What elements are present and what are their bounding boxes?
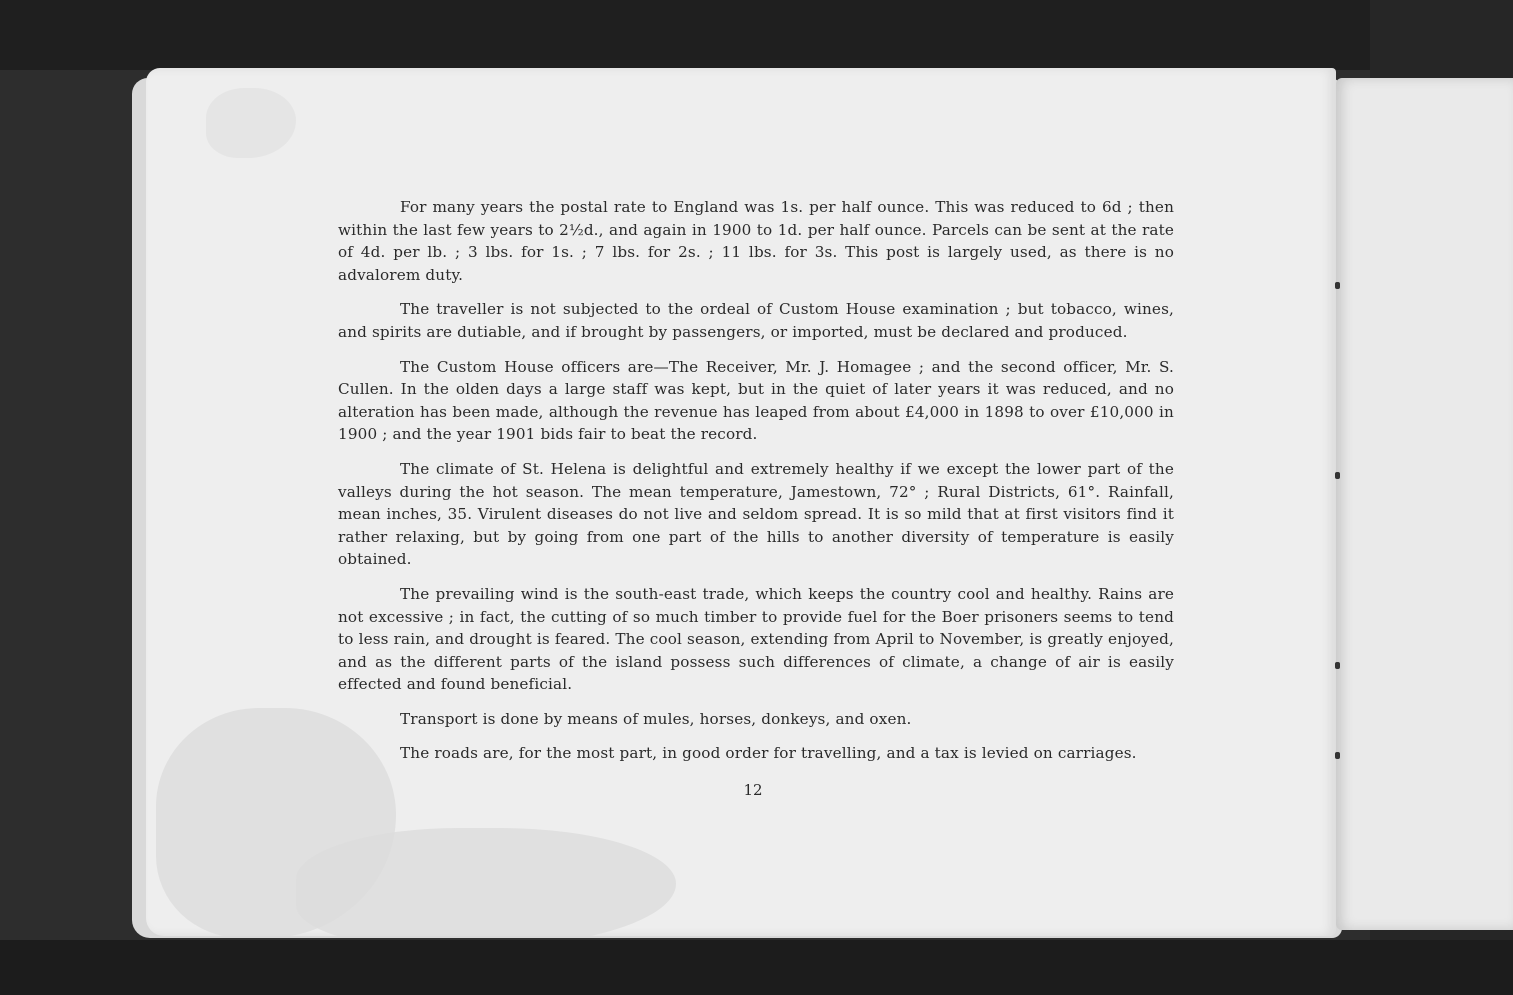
binding-stitch (1335, 472, 1340, 479)
paragraph-roads: The roads are, for the most part, in good order for travelling, and a tax is levied on carriages. (400, 744, 1137, 763)
paragraph-transport: Transport is done by means of mules, horses, donkeys, and oxen. (400, 709, 912, 728)
page-text (338, 196, 1174, 777)
binding-stitch (1335, 752, 1340, 759)
water-stain (206, 88, 296, 158)
paragraph-customs-exam: The traveller is not subjected to the ordeal of Custom House examination ; but tobacco, wines, and spirits are dutiable, and if brought by passengers, or imported, must be declared and produced. (338, 300, 1174, 341)
binding-stitch (1335, 282, 1340, 289)
binding-stitch (1335, 662, 1340, 669)
water-stain (296, 828, 676, 936)
paragraph-postal-rates: For many years the postal rate to England was 1s. per half ounce. This was reduced to 6d ; then within the last few years to 2½d., and again in 1900 to 1d. per half ounce. Parcels can be sent at the rate of 4d. per lb. ; 3 lbs. for 1s. ; 7 lbs. for 2s. ; 11 lbs. for 3s. This post is largely used, as there is no advalorem duty. (338, 198, 1174, 284)
right-page (1336, 78, 1513, 930)
paragraph-climate: The climate of St. Helena is delightful and extremely healthy if we except the lower part of the valleys during the hot season. The mean temperature, Jamestown, 72° ; Rural Districts, 61°. Rainfall, mean inches, 35. Virulent diseases do not live and seldom spread. It is so mild that at first visitors find it rather relaxing, but by going from one part of the hills to another diversity of temperature is easily obtained. (338, 459, 1174, 569)
paragraph-customs-officers: The Custom House officers are—The Receiver, Mr. J. Homagee ; and the second officer, Mr. S. Cullen. In the olden days a large staff was kept, but in the quiet of later years it was reduced, and no alteration has been made, although the revenue has leaped from about £4,000 in 1898 to over £10,000 in 1900 ; and the year 1901 bids fair to beat the record. (338, 357, 1174, 444)
paragraph-wind: The prevailing wind is the south-east trade, which keeps the country cool and healthy. Rains are not excessive ; in fact, the cutting of so much timber to provide fuel for the Boer prisoners seems to tend to less rain, and drought is feared. The cool season, extending from April to November, is greatly enjoyed, and as the different parts of the island possess such differences of climate, a change of air is easily effected and found beneficial. (338, 584, 1174, 694)
page-number: 12 (743, 781, 763, 799)
book-cover-bottom (0, 940, 1513, 995)
book-cover-top (0, 0, 1513, 70)
